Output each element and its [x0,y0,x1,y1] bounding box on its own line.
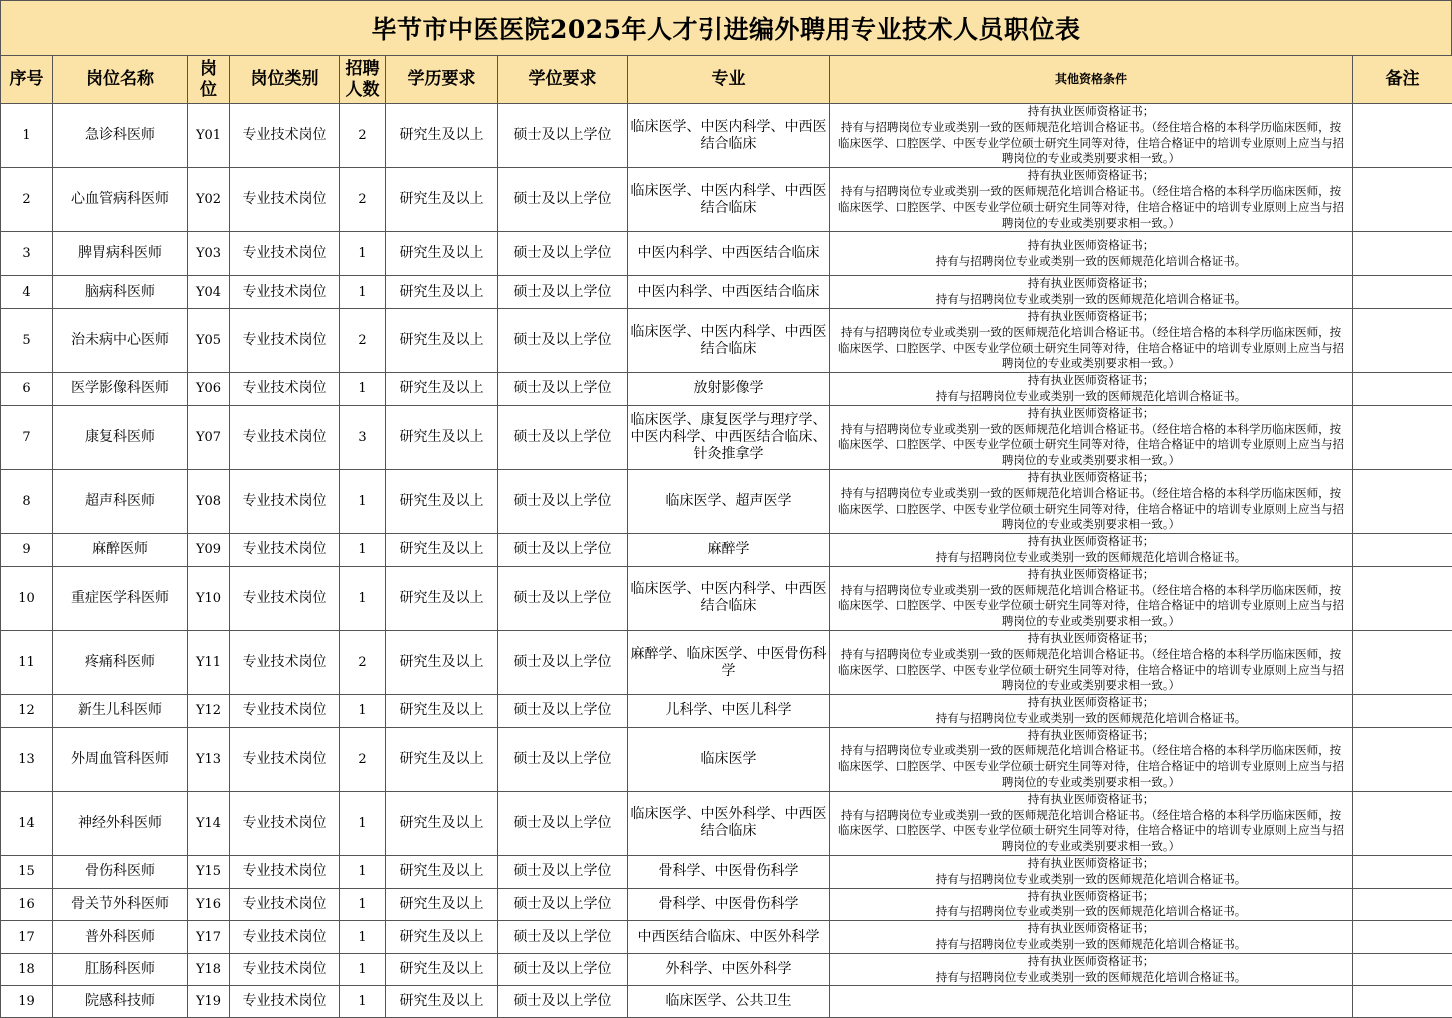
cell-education: 研究生及以上 [386,469,498,533]
cell-remark [1353,695,1452,728]
cell-code: Y10 [188,566,230,630]
cell-education: 研究生及以上 [386,566,498,630]
cell-other: 持有执业医师资格证书； 持有与招聘岗位专业或类别一致的医师规范化培训合格证书。（经住培合格的本科学历临床医师，按临床医学、口腔医学、中医专业学位硕士研究生同等对待，住培合格证中的培训专业原则上应当与招聘岗位的专业或类别要求相一致。） [830,104,1353,168]
table-row [1,695,1452,728]
cell-count: 2 [340,168,386,232]
cell-education: 研究生及以上 [386,104,498,168]
cell-count: 1 [340,986,386,1018]
cell-degree: 硕士及以上学位 [498,276,628,309]
cell-seq: 13 [1,727,53,791]
cell-name: 神经外科医师 [53,791,188,855]
cell-degree: 硕士及以上学位 [498,888,628,921]
cell-code: Y17 [188,921,230,954]
cell-seq: 7 [1,405,53,469]
cell-type: 专业技术岗位 [230,232,340,276]
cell-remark [1353,469,1452,533]
cell-degree: 硕士及以上学位 [498,953,628,986]
position-table [0,55,1452,1018]
cell-remark [1353,534,1452,567]
cell-remark [1353,888,1452,921]
cell-degree: 硕士及以上学位 [498,308,628,372]
cell-count: 2 [340,104,386,168]
cell-seq: 9 [1,534,53,567]
cell-other: 持有执业医师资格证书； 持有与招聘岗位专业或类别一致的医师规范化培训合格证书。 [830,232,1353,276]
cell-name: 康复科医师 [53,405,188,469]
cell-education: 研究生及以上 [386,276,498,309]
cell-remark [1353,232,1452,276]
cell-education: 研究生及以上 [386,308,498,372]
cell-seq: 3 [1,232,53,276]
cell-degree: 硕士及以上学位 [498,791,628,855]
cell-other: 持有执业医师资格证书； 持有与招聘岗位专业或类别一致的医师规范化培训合格证书。（经住培合格的本科学历临床医师，按临床医学、口腔医学、中医专业学位硕士研究生同等对待，住培合格证中的培训专业原则上应当与招聘岗位的专业或类别要求相一致。） [830,566,1353,630]
cell-education: 研究生及以上 [386,630,498,694]
cell-type: 专业技术岗位 [230,695,340,728]
cell-count: 1 [340,921,386,954]
cell-code: Y12 [188,695,230,728]
cell-type: 专业技术岗位 [230,534,340,567]
cell-other: 持有执业医师资格证书； 持有与招聘岗位专业或类别一致的医师规范化培训合格证书。 [830,534,1353,567]
table-row [1,953,1452,986]
cell-major: 放射影像学 [628,373,830,406]
table-row [1,856,1452,889]
cell-seq: 19 [1,986,53,1018]
table-row [1,921,1452,954]
cell-code: Y19 [188,986,230,1018]
cell-other: 持有执业医师资格证书； 持有与招聘岗位专业或类别一致的医师规范化培训合格证书。 [830,888,1353,921]
cell-remark [1353,630,1452,694]
cell-education: 研究生及以上 [386,373,498,406]
cell-remark [1353,856,1452,889]
cell-seq: 18 [1,953,53,986]
cell-count: 1 [340,566,386,630]
cell-degree: 硕士及以上学位 [498,232,628,276]
cell-other: 持有执业医师资格证书； 持有与招聘岗位专业或类别一致的医师规范化培训合格证书。 [830,695,1353,728]
cell-education: 研究生及以上 [386,405,498,469]
cell-degree: 硕士及以上学位 [498,104,628,168]
table-row [1,308,1452,372]
table-row [1,469,1452,533]
cell-type: 专业技术岗位 [230,986,340,1018]
cell-type: 专业技术岗位 [230,630,340,694]
cell-count: 2 [340,727,386,791]
cell-count: 1 [340,953,386,986]
cell-type: 专业技术岗位 [230,953,340,986]
cell-code: Y11 [188,630,230,694]
cell-type: 专业技术岗位 [230,405,340,469]
cell-other: 持有执业医师资格证书； 持有与招聘岗位专业或类别一致的医师规范化培训合格证书。 [830,856,1353,889]
cell-count: 1 [340,534,386,567]
table-body [1,104,1452,1018]
cell-seq: 12 [1,695,53,728]
cell-education: 研究生及以上 [386,727,498,791]
cell-remark [1353,373,1452,406]
cell-major: 中西医结合临床、中医外科学 [628,921,830,954]
cell-other: 持有执业医师资格证书； 持有与招聘岗位专业或类别一致的医师规范化培训合格证书。（经住培合格的本科学历临床医师，按临床医学、口腔医学、中医专业学位硕士研究生同等对待，住培合格证中的培训专业原则上应当与招聘岗位的专业或类别要求相一致。） [830,630,1353,694]
cell-other: 持有执业医师资格证书； 持有与招聘岗位专业或类别一致的医师规范化培训合格证书。（经住培合格的本科学历临床医师，按临床医学、口腔医学、中医专业学位硕士研究生同等对待，住培合格证中的培训专业原则上应当与招聘岗位的专业或类别要求相一致。） [830,791,1353,855]
cell-education: 研究生及以上 [386,921,498,954]
cell-major: 临床医学 [628,727,830,791]
table-row [1,566,1452,630]
cell-seq: 2 [1,168,53,232]
cell-degree: 硕士及以上学位 [498,405,628,469]
cell-name: 重症医学科医师 [53,566,188,630]
cell-code: Y14 [188,791,230,855]
cell-other: 持有执业医师资格证书； 持有与招聘岗位专业或类别一致的医师规范化培训合格证书。（经住培合格的本科学历临床医师，按临床医学、口腔医学、中医专业学位硕士研究生同等对待，住培合格证中的培训专业原则上应当与招聘岗位的专业或类别要求相一致。） [830,469,1353,533]
cell-remark [1353,566,1452,630]
cell-seq: 6 [1,373,53,406]
cell-seq: 10 [1,566,53,630]
cell-other [830,986,1353,1018]
cell-major: 骨科学、中医骨伤科学 [628,888,830,921]
table-row [1,405,1452,469]
table-row [1,373,1452,406]
cell-name: 脑病科医师 [53,276,188,309]
header-code-text: 岗位 [200,58,217,100]
cell-major: 临床医学、中医外科学、中西医结合临床 [628,791,830,855]
cell-name: 院感科技师 [53,986,188,1018]
table-row [1,630,1452,694]
cell-seq: 5 [1,308,53,372]
cell-major: 临床医学、中医内科学、中西医结合临床 [628,566,830,630]
cell-count: 1 [340,856,386,889]
header-count [340,56,386,104]
cell-type: 专业技术岗位 [230,791,340,855]
cell-type: 专业技术岗位 [230,276,340,309]
cell-type: 专业技术岗位 [230,856,340,889]
table-row [1,888,1452,921]
cell-degree: 硕士及以上学位 [498,630,628,694]
cell-education: 研究生及以上 [386,791,498,855]
table-row [1,168,1452,232]
cell-type: 专业技术岗位 [230,104,340,168]
cell-remark [1353,986,1452,1018]
cell-education: 研究生及以上 [386,168,498,232]
cell-remark [1353,308,1452,372]
cell-major: 骨科学、中医骨伤科学 [628,856,830,889]
cell-type: 专业技术岗位 [230,373,340,406]
page-title: 毕节市中医医院2025年人才引进编外聘用专业技术人员职位表 [0,0,1452,56]
cell-other: 持有执业医师资格证书； 持有与招聘岗位专业或类别一致的医师规范化培训合格证书。（经住培合格的本科学历临床医师，按临床医学、口腔医学、中医专业学位硕士研究生同等对待，住培合格证中的培训专业原则上应当与招聘岗位的专业或类别要求相一致。） [830,308,1353,372]
header-degree: 学位要求 [498,56,628,104]
cell-name: 新生儿科医师 [53,695,188,728]
cell-count: 1 [340,469,386,533]
cell-code: Y09 [188,534,230,567]
cell-name: 脾胃病科医师 [53,232,188,276]
cell-major: 临床医学、康复医学与理疗学、中医内科学、中西医结合临床、针灸推拿学 [628,405,830,469]
cell-education: 研究生及以上 [386,888,498,921]
cell-name: 麻醉医师 [53,534,188,567]
cell-degree: 硕士及以上学位 [498,986,628,1018]
cell-name: 心血管病科医师 [53,168,188,232]
cell-name: 超声科医师 [53,469,188,533]
cell-remark [1353,921,1452,954]
cell-degree: 硕士及以上学位 [498,856,628,889]
cell-remark [1353,727,1452,791]
cell-major: 临床医学、公共卫生 [628,986,830,1018]
cell-major: 中医内科学、中西医结合临床 [628,276,830,309]
cell-count: 1 [340,695,386,728]
cell-other: 持有执业医师资格证书； 持有与招聘岗位专业或类别一致的医师规范化培训合格证书。 [830,953,1353,986]
cell-degree: 硕士及以上学位 [498,373,628,406]
cell-type: 专业技术岗位 [230,888,340,921]
cell-code: Y06 [188,373,230,406]
table-row [1,727,1452,791]
cell-type: 专业技术岗位 [230,566,340,630]
cell-education: 研究生及以上 [386,856,498,889]
cell-major: 儿科学、中医儿科学 [628,695,830,728]
cell-degree: 硕士及以上学位 [498,921,628,954]
cell-code: Y02 [188,168,230,232]
cell-code: Y16 [188,888,230,921]
table-row [1,232,1452,276]
cell-code: Y04 [188,276,230,309]
header-other: 其他资格条件 [830,56,1353,104]
cell-other: 持有执业医师资格证书； 持有与招聘岗位专业或类别一致的医师规范化培训合格证书。 [830,276,1353,309]
cell-major: 临床医学、中医内科学、中西医结合临床 [628,104,830,168]
cell-type: 专业技术岗位 [230,727,340,791]
cell-remark [1353,405,1452,469]
cell-name: 普外科医师 [53,921,188,954]
cell-education: 研究生及以上 [386,534,498,567]
cell-major: 中医内科学、中西医结合临床 [628,232,830,276]
cell-name: 肛肠科医师 [53,953,188,986]
cell-code: Y15 [188,856,230,889]
table-row [1,791,1452,855]
cell-seq: 14 [1,791,53,855]
cell-education: 研究生及以上 [386,232,498,276]
table-row [1,276,1452,309]
cell-name: 治未病中心医师 [53,308,188,372]
cell-degree: 硕士及以上学位 [498,566,628,630]
cell-seq: 8 [1,469,53,533]
header-count-text: 招聘人数 [345,58,380,100]
cell-code: Y08 [188,469,230,533]
header-code [188,56,230,104]
table-row [1,986,1452,1018]
cell-name: 骨伤科医师 [53,856,188,889]
cell-major: 麻醉学 [628,534,830,567]
cell-other: 持有执业医师资格证书； 持有与招聘岗位专业或类别一致的医师规范化培训合格证书。（经住培合格的本科学历临床医师，按临床医学、口腔医学、中医专业学位硕士研究生同等对待，住培合格证中的培训专业原则上应当与招聘岗位的专业或类别要求相一致。） [830,168,1353,232]
cell-remark [1353,953,1452,986]
cell-education: 研究生及以上 [386,986,498,1018]
cell-degree: 硕士及以上学位 [498,695,628,728]
cell-education: 研究生及以上 [386,953,498,986]
cell-name: 外周血管科医师 [53,727,188,791]
cell-count: 2 [340,630,386,694]
cell-seq: 11 [1,630,53,694]
cell-count: 1 [340,888,386,921]
cell-other: 持有执业医师资格证书； 持有与招聘岗位专业或类别一致的医师规范化培训合格证书。 [830,373,1353,406]
cell-seq: 17 [1,921,53,954]
cell-remark [1353,168,1452,232]
cell-code: Y03 [188,232,230,276]
cell-code: Y05 [188,308,230,372]
cell-type: 专业技术岗位 [230,469,340,533]
cell-degree: 硕士及以上学位 [498,727,628,791]
cell-type: 专业技术岗位 [230,921,340,954]
cell-count: 3 [340,405,386,469]
cell-name: 急诊科医师 [53,104,188,168]
cell-degree: 硕士及以上学位 [498,534,628,567]
cell-name: 疼痛科医师 [53,630,188,694]
cell-seq: 16 [1,888,53,921]
cell-type: 专业技术岗位 [230,168,340,232]
cell-other: 持有执业医师资格证书； 持有与招聘岗位专业或类别一致的医师规范化培训合格证书。（经住培合格的本科学历临床医师，按临床医学、口腔医学、中医专业学位硕士研究生同等对待，住培合格证中的培训专业原则上应当与招聘岗位的专业或类别要求相一致。） [830,405,1353,469]
cell-other: 持有执业医师资格证书； 持有与招聘岗位专业或类别一致的医师规范化培训合格证书。（经住培合格的本科学历临床医师，按临床医学、口腔医学、中医专业学位硕士研究生同等对待，住培合格证中的培训专业原则上应当与招聘岗位的专业或类别要求相一致。） [830,727,1353,791]
cell-major: 临床医学、超声医学 [628,469,830,533]
header-name: 岗位名称 [53,56,188,104]
cell-major: 临床医学、中医内科学、中西医结合临床 [628,168,830,232]
cell-count: 2 [340,308,386,372]
cell-seq: 4 [1,276,53,309]
cell-seq: 15 [1,856,53,889]
table-row [1,104,1452,168]
header-remark: 备注 [1353,56,1452,104]
cell-other: 持有执业医师资格证书； 持有与招聘岗位专业或类别一致的医师规范化培训合格证书。 [830,921,1353,954]
cell-code: Y07 [188,405,230,469]
cell-code: Y13 [188,727,230,791]
cell-seq: 1 [1,104,53,168]
cell-education: 研究生及以上 [386,695,498,728]
cell-count: 1 [340,276,386,309]
cell-remark [1353,104,1452,168]
cell-name: 医学影像科医师 [53,373,188,406]
header-major: 专业 [628,56,830,104]
cell-major: 麻醉学、临床医学、中医骨伤科学 [628,630,830,694]
cell-count: 1 [340,791,386,855]
cell-count: 1 [340,232,386,276]
cell-count: 1 [340,373,386,406]
cell-remark [1353,276,1452,309]
header-seq: 序号 [1,56,53,104]
header-row [1,56,1452,104]
cell-code: Y01 [188,104,230,168]
header-type: 岗位类别 [230,56,340,104]
cell-type: 专业技术岗位 [230,308,340,372]
table-row [1,534,1452,567]
cell-major: 临床医学、中医内科学、中西医结合临床 [628,308,830,372]
cell-name: 骨关节外科医师 [53,888,188,921]
header-education: 学历要求 [386,56,498,104]
cell-remark [1353,791,1452,855]
cell-major: 外科学、中医外科学 [628,953,830,986]
cell-degree: 硕士及以上学位 [498,469,628,533]
cell-code: Y18 [188,953,230,986]
cell-degree: 硕士及以上学位 [498,168,628,232]
